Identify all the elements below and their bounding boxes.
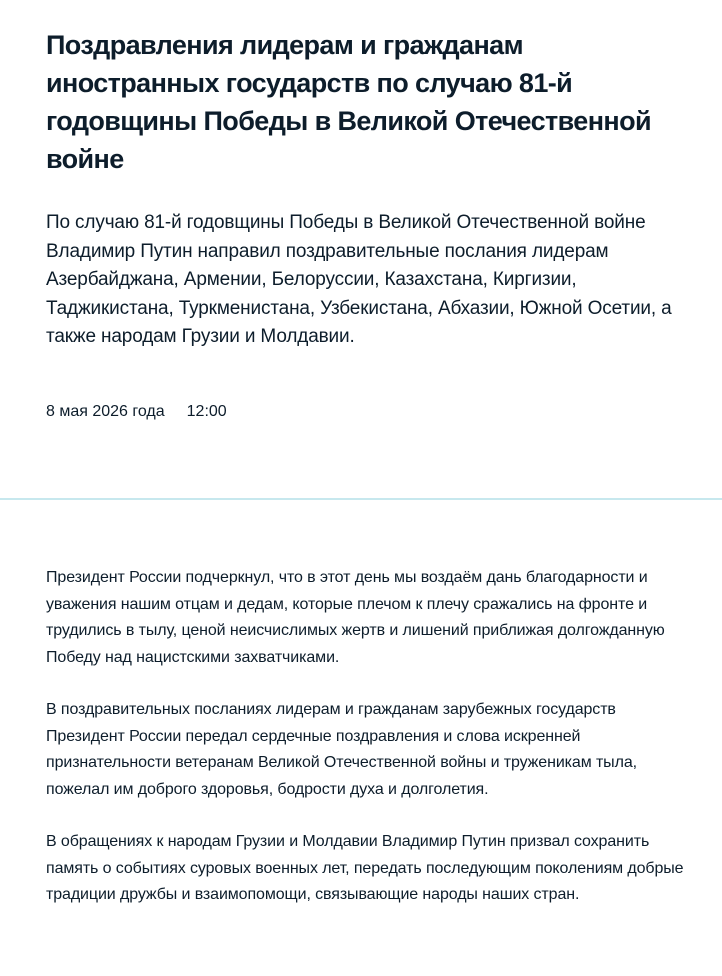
article-body xyxy=(46,565,696,935)
article-paragraph: В поздравительных посланиях лидерам и гражданам зарубежных государств Президент России передал сердечные поздравления и слова искренней признательности ветеранам Великой Отечественной войны и труженикам тыла, пожелал им доброго здоровья, бодрости духа и долголетия. xyxy=(46,701,637,798)
article-title: Поздравления лидерам и гражданам иностранных государств по случаю 81-й годовщины Победы в Великой Отечественной войне xyxy=(46,30,652,174)
article-lead: По случаю 81-й годовщины Победы в Великой Отечественной войне Владимир Путин направил поздравительные послания лидерам Азербайджана, Армении, Белоруссии, Казахстана, Киргизии, Таджикистана, Туркменистана, Узбекистана, Абхазии, Южной Осетии, а также народам Грузии и Молдавии. xyxy=(46,212,672,347)
article-time: 12:00 xyxy=(186,403,227,420)
article-date: 8 мая 2026 года xyxy=(46,403,165,420)
article-paragraph: Президент России подчеркнул, что в этот день мы воздаём дань благодарности и уважения нашим отцам и дедам, которые плечом к плечу сражались на фронте и трудились в тылу, ценой неисчислимых жертв и лишений приближая долгожданную Победу над нацистскими захватчиками. xyxy=(46,569,665,666)
section-divider xyxy=(0,498,722,500)
article-meta xyxy=(46,401,227,423)
article-paragraph: В обращениях к народам Грузии и Молдавии Владимир Путин призвал сохранить память о событиях суровых военных лет, передать последующим поколениям добрые традиции дружбы и взаимопомощи, связывающие народы наших стран. xyxy=(46,833,684,903)
